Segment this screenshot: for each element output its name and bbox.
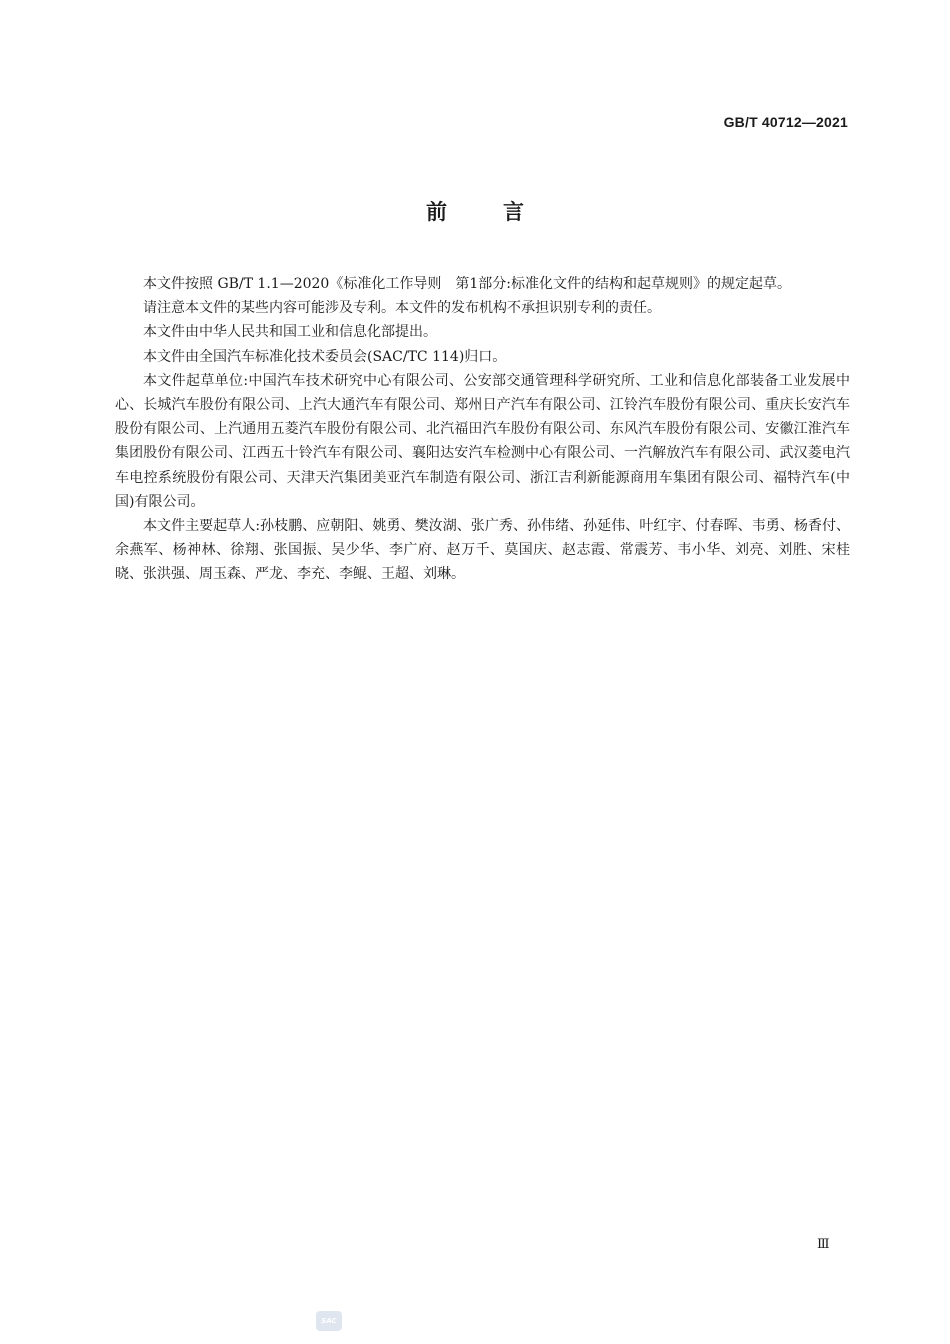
paragraph-drafting-organizations: 本文件起草单位:中国汽车技术研究中心有限公司、公安部交通管理科学研究所、工业和信息化部装备工业发展中心、长城汽车股份有限公司、上汽大通汽车有限公司、郑州日产汽车有限公司、江铃汽车股份有限公司、重庆长安汽车股份有限公司、上汽通用五菱汽车股份有限公司、北汽福田汽车股份有限公司、东风汽车股份有限公司、安徽江淮汽车集团股份有限公司、江西五十铃汽车有限公司、襄阳达安汽车检测中心有限公司、一汽解放汽车有限公司、武汉菱电汽车电控系统股份有限公司、天津天汽集团美亚汽车制造有限公司、浙江吉利新能源商用车集团有限公司、福特汽车(中国)有限公司。 xyxy=(115,372,850,510)
paragraph-administrator: 本文件由全国汽车标准化技术委员会(SAC/TC 114)归口。 xyxy=(143,348,507,365)
page-number: Ⅲ xyxy=(816,1236,829,1251)
preface-body xyxy=(115,272,850,587)
paragraph-drafters: 本文件主要起草人:孙枝鹏、应朝阳、姚勇、樊汝湖、张广秀、孙伟绪、孙延伟、叶红宇、付春晖、韦勇、杨香付、余燕军、杨神林、徐翔、张国振、吴少华、李广府、赵万千、莫国庆、赵志霞、常震芳、韦小华、刘亮、刘胜、宋桂晓、张洪强、周玉森、严龙、李充、李鲲、王超、刘琳。 xyxy=(115,518,850,583)
paragraph-patent-notice: 请注意本文件的某些内容可能涉及专利。本文件的发布机构不承担识别专利的责任。 xyxy=(143,300,661,317)
paragraph-proposer: 本文件由中华人民共和国工业和信息化部提出。 xyxy=(143,324,437,341)
sac-watermark-logo-icon: SAC xyxy=(316,1311,342,1331)
document-code: GB/T 40712—2021 xyxy=(723,114,848,130)
section-title: 前言 xyxy=(426,200,580,224)
paragraph-drafting-rules: 本文件按照 GB/T 1.1—2020《标准化工作导则 第1部分:标准化文件的结构和起草规则》的规定起草。 xyxy=(143,276,791,292)
